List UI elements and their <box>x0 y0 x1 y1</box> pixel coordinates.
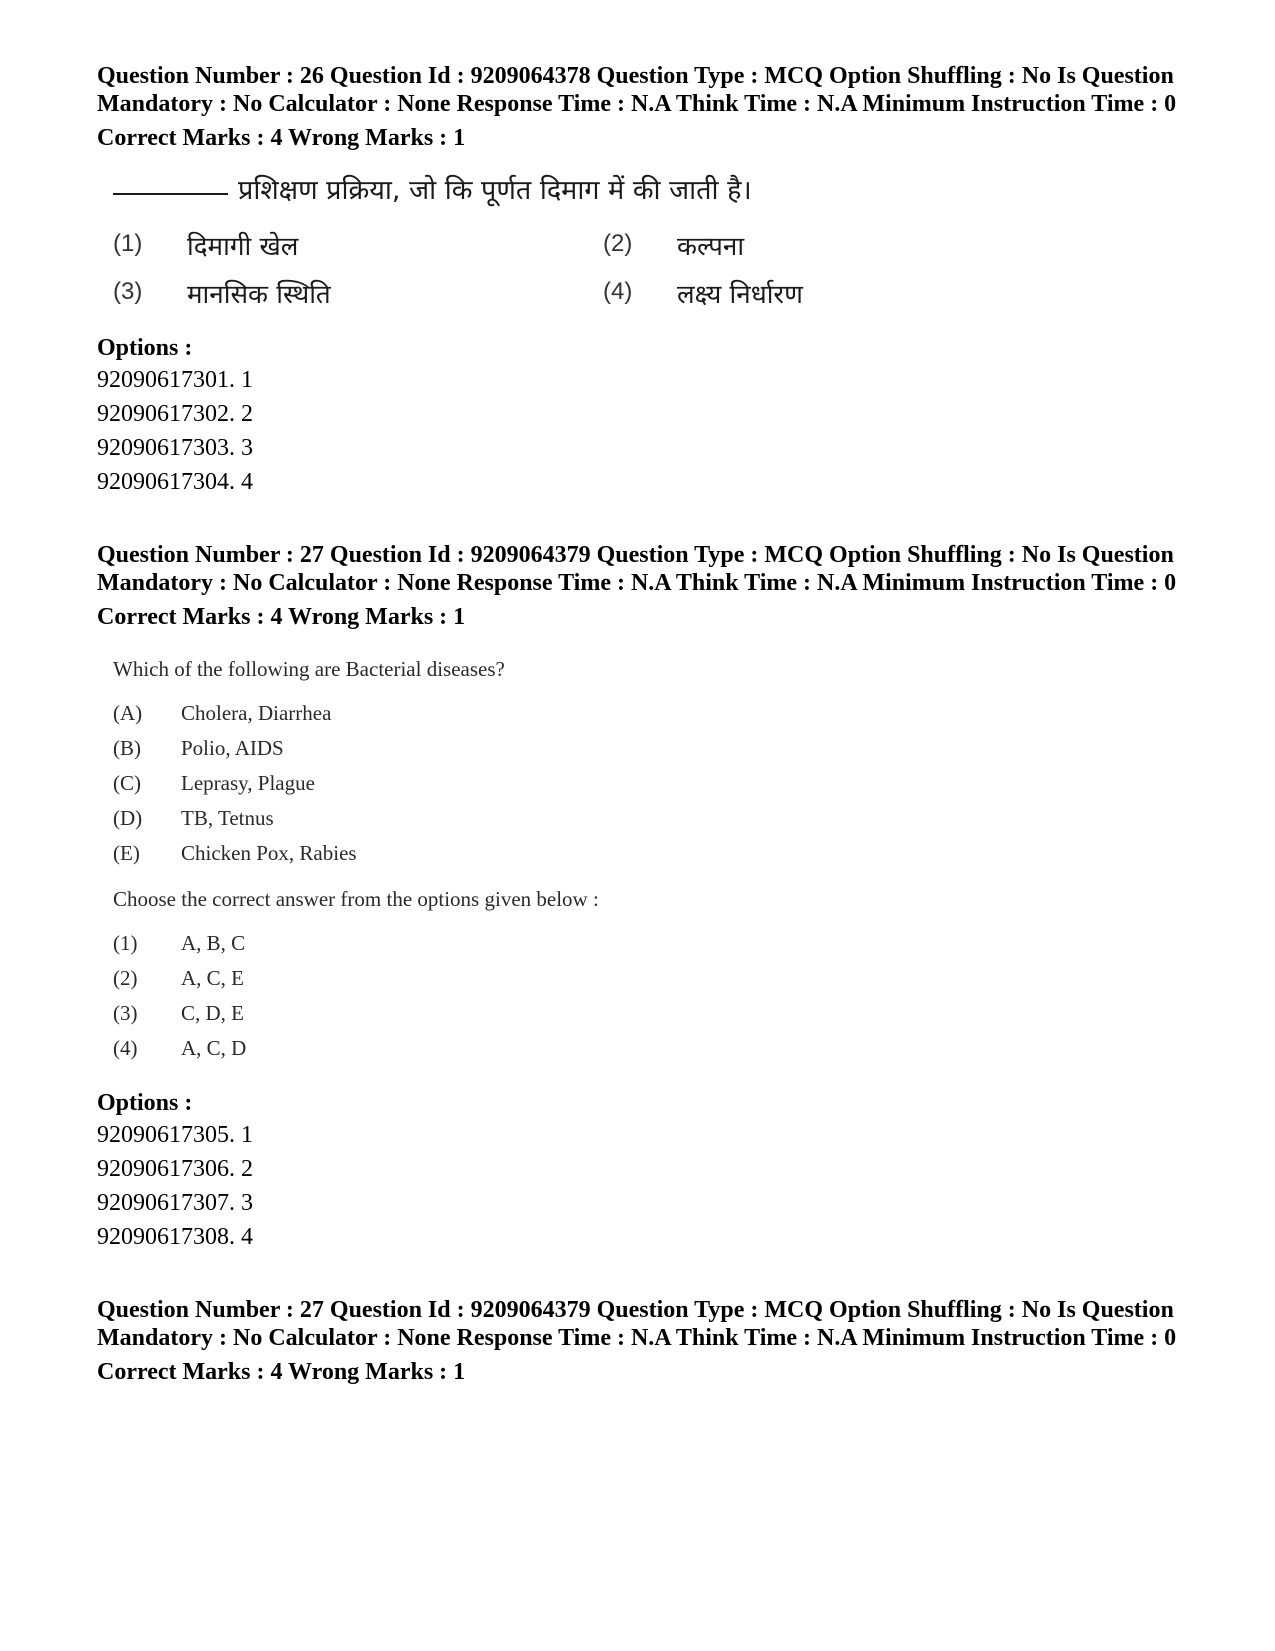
answer-item: (2) A, C, E <box>113 966 244 990</box>
statement-list <box>113 696 1187 871</box>
option-row: 92090617303. 3 <box>97 435 253 461</box>
question-meta: Question Number : 27 Question Id : 9209064379 Question Type : MCQ Option Shuffling : No Is Question Mandatory : No Calculator : None Response Time : N.A Think Time : N.A Minimum Instruction Time : 0 <box>97 1297 1177 1351</box>
choice-item: (1) दिमागी खेल <box>113 230 299 262</box>
question-marks: Correct Marks : 4 Wrong Marks : 1 <box>97 1359 466 1385</box>
option-row: 92090617306. 2 <box>97 1156 253 1182</box>
choice-item: (2) कल्पना <box>603 230 745 262</box>
statement-item: (D) TB, Tetnus <box>113 806 274 830</box>
question-27-repeat <box>97 1296 1187 1386</box>
choice-item: (4) लक्ष्य निर्धारण <box>603 278 803 310</box>
question-stem: प्रशिक्षण प्रक्रिया, जो कि पूर्णत दिमाग में की जाती है। <box>113 170 1187 207</box>
question-26 <box>97 62 1187 499</box>
option-row: 92090617302. 2 <box>97 401 253 427</box>
blank-line <box>113 193 228 195</box>
question-27 <box>97 541 1187 1254</box>
statement-item: (A) Cholera, Diarrhea <box>113 701 332 725</box>
options-heading: Options : <box>97 335 193 361</box>
document-page <box>97 62 1187 1386</box>
choice-grid <box>113 227 1187 311</box>
answer-item: (1) A, B, C <box>113 931 246 955</box>
answer-list <box>113 926 1187 1066</box>
question-image <box>113 170 1187 311</box>
option-row: 92090617308. 4 <box>97 1224 253 1250</box>
question-marks: Correct Marks : 4 Wrong Marks : 1 <box>97 125 466 151</box>
statement-item: (B) Polio, AIDS <box>113 736 284 760</box>
answer-item: (3) C, D, E <box>113 1001 244 1025</box>
options-heading: Options : <box>97 1090 193 1116</box>
question-meta: Question Number : 26 Question Id : 9209064378 Question Type : MCQ Option Shuffling : No Is Question Mandatory : No Calculator : None Response Time : N.A Think Time : N.A Minimum Instruction Time : 0 <box>97 63 1177 117</box>
answer-item: (4) A, C, D <box>113 1036 247 1060</box>
choose-instruction: Choose the correct answer from the options given below : <box>113 887 599 911</box>
option-row: 92090617307. 3 <box>97 1190 253 1216</box>
option-row: 92090617301. 1 <box>97 367 253 393</box>
choice-item: (3) मानसिक स्थिति <box>113 278 331 310</box>
statement-item: (E) Chicken Pox, Rabies <box>113 841 357 865</box>
option-row: 92090617305. 1 <box>97 1122 253 1148</box>
question-meta: Question Number : 27 Question Id : 9209064379 Question Type : MCQ Option Shuffling : No Is Question Mandatory : No Calculator : None Response Time : N.A Think Time : N.A Minimum Instruction Time : 0 <box>97 542 1177 596</box>
statement-item: (C) Leprasy, Plague <box>113 771 315 795</box>
question-marks: Correct Marks : 4 Wrong Marks : 1 <box>97 604 466 630</box>
question-stem: Which of the following are Bacterial diseases? <box>113 657 505 681</box>
option-row: 92090617304. 4 <box>97 469 253 495</box>
